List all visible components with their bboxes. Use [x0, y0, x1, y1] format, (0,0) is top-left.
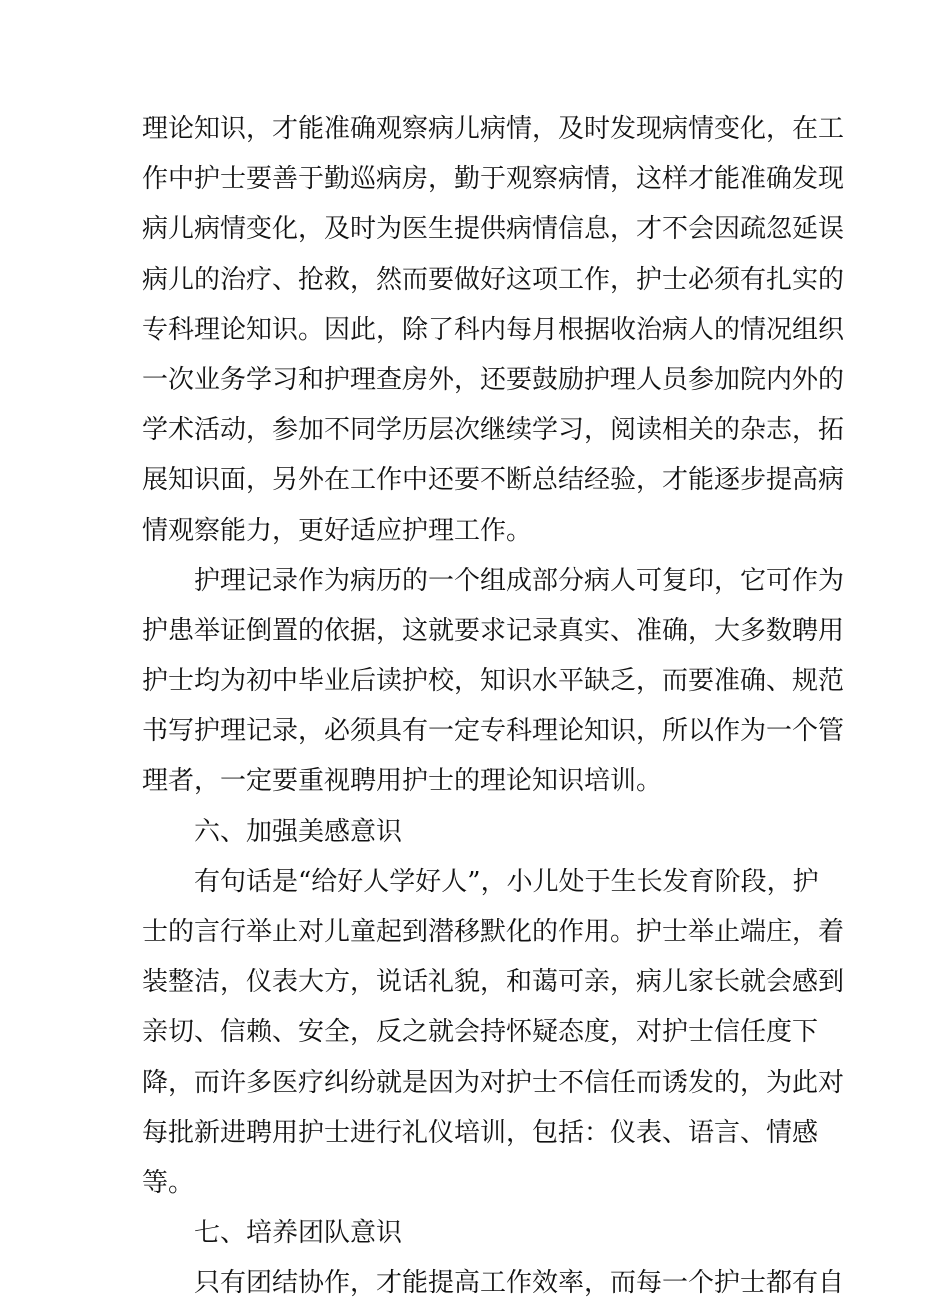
text-line: 装整洁，仪表大方，说话礼貌，和蔼可亲，病儿家长就会感到: [142, 967, 845, 998]
paragraph-aesthetic-awareness: [142, 857, 845, 1208]
heading-text: 六、加强美感意识: [194, 816, 403, 847]
text-line: 情观察能力，更好适应护理工作。: [142, 515, 533, 546]
text-line: 病儿病情变化，及时为医生提供病情信息，才不会因疏忽延误: [142, 214, 845, 245]
section-heading-six: [142, 807, 814, 857]
text-line: 护士均为初中毕业后读护校，知识水平缺乏，而要准确、规范: [142, 666, 845, 697]
text-line: 理论知识，才能准确观察病儿病情，及时发现病情变化，在工: [142, 114, 845, 144]
text-line: 书写护理记录，必须具有一定专科理论知识，所以作为一个管: [142, 716, 845, 747]
text-line: 降，而许多医疗纠纷就是因为对护士不信任而诱发的，为此对: [142, 1067, 845, 1098]
section-heading-seven: [142, 1208, 814, 1258]
text-line: 展知识面，另外在工作中还要不断总结经验，才能逐步提高病: [142, 465, 845, 496]
text-line: 护患举证倒置的依据，这就要求记录真实、准确，大多数聘用: [142, 615, 845, 646]
text-line: 理者，一定要重视聘用护士的理论知识培训。: [142, 766, 663, 797]
text-line: 病儿的治疗、抢救，然而要做好这项工作，护士必须有扎实的: [142, 264, 845, 295]
paragraph-observation-knowledge: [142, 104, 845, 556]
document-body: [142, 104, 845, 1309]
text-line: 有句话是“给好人学好人”，小儿处于生长发育阶段，护: [194, 866, 819, 897]
text-line: 一次业务学习和护理查房外，还要鼓励护理人员参加院内外的: [142, 364, 845, 395]
heading-text: 七、培养团队意识: [194, 1218, 403, 1249]
text-line: 护理记录作为病历的一个组成部分病人可复印，它可作为: [194, 565, 845, 596]
text-line: 每批新进聘用护士进行礼仪培训，包括：仪表、语言、情感: [142, 1117, 819, 1148]
paragraph-teamwork: [142, 1258, 845, 1308]
text-line: 专科理论知识。因此，除了科内每月根据收治病人的情况组织: [142, 314, 845, 345]
text-line: 作中护士要善于勤巡病房，勤于观察病情，这样才能准确发现: [142, 164, 845, 195]
text-line: 只有团结协作，才能提高工作效率，而每一个护士都有自: [194, 1268, 845, 1299]
text-line: 学术活动，参加不同学历层次继续学习，阅读相关的杂志，拓: [142, 415, 845, 446]
paragraph-nursing-records: [142, 556, 845, 807]
text-line: 亲切、信赖、安全，反之就会持怀疑态度，对护士信任度下: [142, 1017, 819, 1048]
text-line: 等。: [142, 1167, 195, 1198]
text-line: 士的言行举止对儿童起到潜移默化的作用。护士举止端庄，着: [142, 917, 845, 947]
